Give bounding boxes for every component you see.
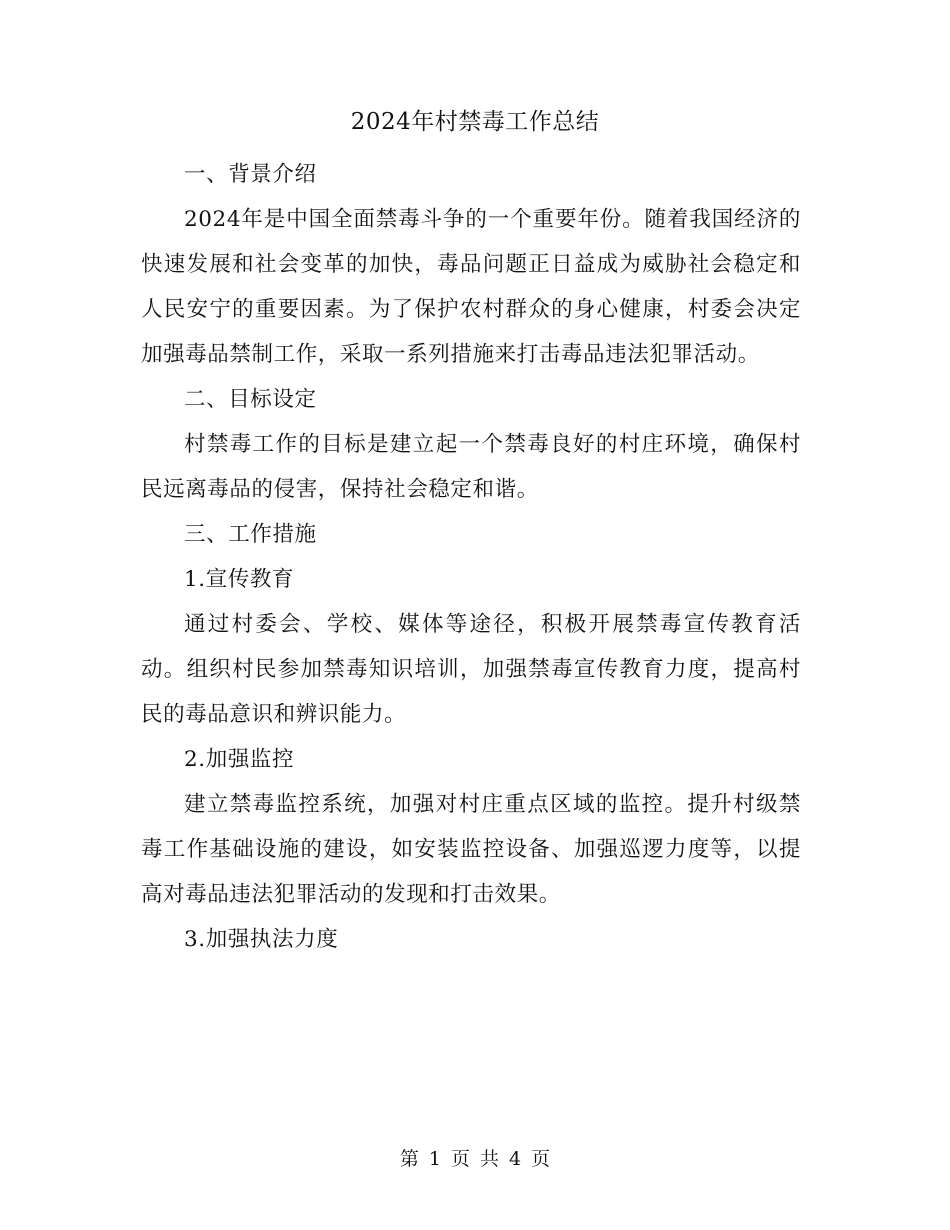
paragraph-monitoring: 建立禁毒监控系统，加强对村庄重点区域的监控。提升村级禁毒工作基础设施的建设，如安装监控设备、加强巡逻力度等，以提高对毒品违法犯罪活动的发现和打击效果。 (141, 792, 801, 907)
paragraph-goals: 村禁毒工作的目标是建立起一个禁毒良好的村庄环境，确保村民远离毒品的侵害，保持社会稳定和谐。 (141, 432, 801, 502)
paragraph-publicity-education: 通过村委会、学校、媒体等途径，积极开展禁毒宣传教育活动。组织村民参加禁毒知识培训，加强禁毒宣传教育力度，提高村民的毒品意识和辨识能力。 (141, 612, 801, 727)
page-footer: 第 1 页 共 4 页 (399, 1148, 551, 1170)
subheading-publicity-education: 1.宣传教育 (184, 567, 295, 592)
document-body (141, 152, 801, 962)
section-heading-measures: 三、工作措施 (184, 522, 317, 547)
section-heading-background: 一、背景介绍 (184, 162, 317, 187)
section-heading-goals: 二、目标设定 (184, 387, 317, 412)
subheading-monitoring: 2.加强监控 (184, 747, 295, 772)
document-title: 2024年村禁毒工作总结 (350, 109, 600, 135)
paragraph-background: 2024年是中国全面禁毒斗争的一个重要年份。随着我国经济的快速发展和社会变革的加快，毒品问题正日益成为威胁社会稳定和人民安宁的重要因素。为了保护农村群众的身心健康，村委会决定加强毒品禁制工作，采取一系列措施来打击毒品违法犯罪活动。 (141, 207, 801, 367)
subheading-law-enforcement: 3.加强执法力度 (184, 927, 339, 952)
